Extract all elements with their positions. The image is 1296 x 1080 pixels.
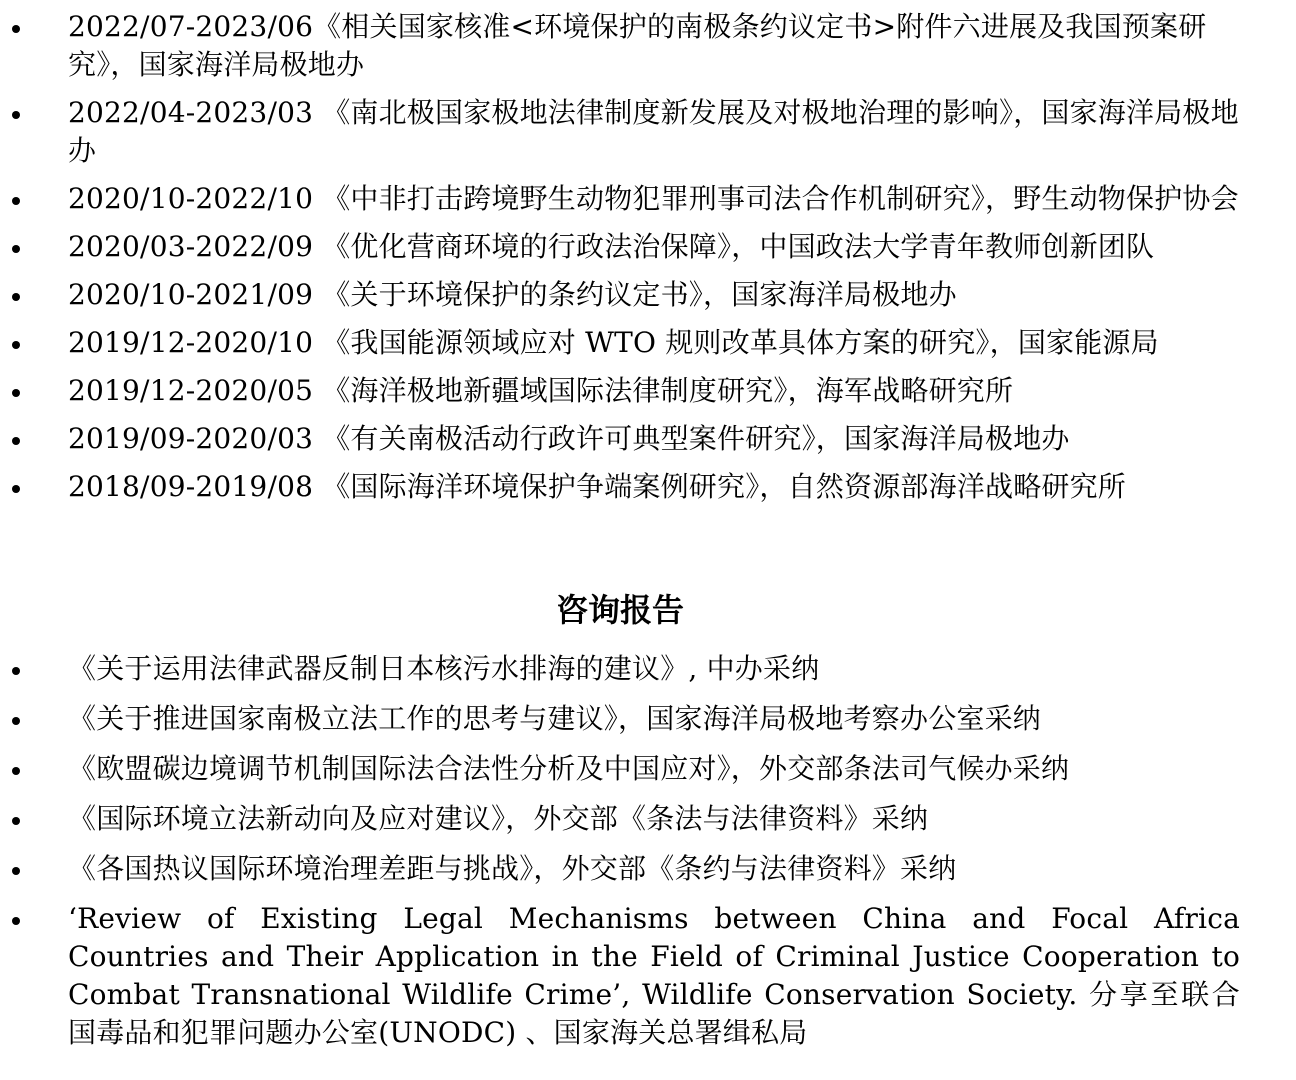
list-item (0, 94, 1296, 170)
bullet-icon (12, 485, 20, 493)
bullet-icon (12, 767, 20, 775)
list-item-text: 《各国热议国际环境治理差距与挑战》，外交部《条约与法律资料》采纳 (68, 852, 957, 885)
list-item-text: 2020/10-2022/10 《中非打击跨境野生动物犯罪刑事司法合作机制研究》，野生动物保护协会 (68, 182, 1239, 215)
bullet-icon (12, 817, 20, 825)
list-item-text: 2022/07-2023/06《相关国家核准<环境保护的南极条约议定书>附件六进展及我国预案研究》，国家海洋局极地办 (68, 10, 1207, 81)
bullet-icon (12, 197, 20, 205)
list-item (0, 420, 1296, 458)
list-item (0, 650, 1296, 688)
list-item (0, 900, 1296, 1052)
list-item (0, 324, 1296, 362)
bullet-icon (12, 111, 20, 119)
bullet-icon (12, 717, 20, 725)
list-item (0, 228, 1296, 266)
bullet-icon (12, 341, 20, 349)
bullet-icon (12, 667, 20, 675)
list-item-text: 《欧盟碳边境调节机制国际法合法性分析及中国应对》，外交部条法司气候办采纳 (68, 752, 1070, 785)
list-item (0, 468, 1296, 506)
list-item (0, 850, 1296, 888)
research-projects-list (0, 8, 1296, 516)
list-item-text: 《国际环境立法新动向及应对建议》，外交部《条法与法律资料》采纳 (68, 802, 929, 835)
list-item (0, 800, 1296, 838)
list-item (0, 276, 1296, 314)
list-item-text: 2020/03-2022/09 《优化营商环境的行政法治保障》，中国政法大学青年教师创新团队 (68, 230, 1155, 263)
list-item (0, 372, 1296, 410)
list-item (0, 180, 1296, 218)
list-item-text: 2022/04-2023/03 《南北极国家极地法律制度新发展及对极地治理的影响》，国家海洋局极地办 (68, 96, 1239, 167)
list-item (0, 700, 1296, 738)
section-heading-consulting-reports: 咨询报告 (555, 591, 684, 629)
bullet-icon (12, 245, 20, 253)
list-item-text: 《关于推进国家南极立法工作的思考与建议》，国家海洋局极地考察办公室采纳 (68, 702, 1042, 735)
bullet-icon (12, 867, 20, 875)
bullet-icon (12, 389, 20, 397)
bullet-icon (12, 437, 20, 445)
list-item-text: ‘Review of Existing Legal Mechanisms between China and Focal Africa Countries and Their Application in the Field of Criminal Justice Cooperation to Combat Transnational Wildlife Crime’, Wildlife Conservation Society. 分享至联合国毒品和犯罪问题办公室(UNODC) 、国家海关总署缉私局 (68, 902, 1240, 1049)
list-item-text: 2019/12-2020/10 《我国能源领域应对 WTO 规则改革具体方案的研究》，国家能源局 (68, 326, 1159, 359)
bullet-icon (12, 293, 20, 301)
consulting-reports-list (0, 650, 1296, 1064)
list-item-text: 2019/12-2020/05 《海洋极地新疆域国际法律制度研究》，海军战略研究所 (68, 374, 1014, 407)
list-item-text: 2019/09-2020/03 《有关南极活动行政许可典型案件研究》，国家海洋局极地办 (68, 422, 1070, 455)
list-item (0, 750, 1296, 788)
list-item-text: 2018/09-2019/08 《国际海洋环境保护争端案例研究》，自然资源部海洋战略研究所 (68, 470, 1127, 503)
bullet-icon (12, 25, 20, 33)
bullet-icon (12, 917, 20, 925)
list-item-text: 《关于运用法律武器反制日本核污水排海的建议》, 中办采纳 (68, 652, 820, 685)
list-item-text: 2020/10-2021/09 《关于环境保护的条约议定书》，国家海洋局极地办 (68, 278, 957, 311)
list-item (0, 8, 1296, 84)
